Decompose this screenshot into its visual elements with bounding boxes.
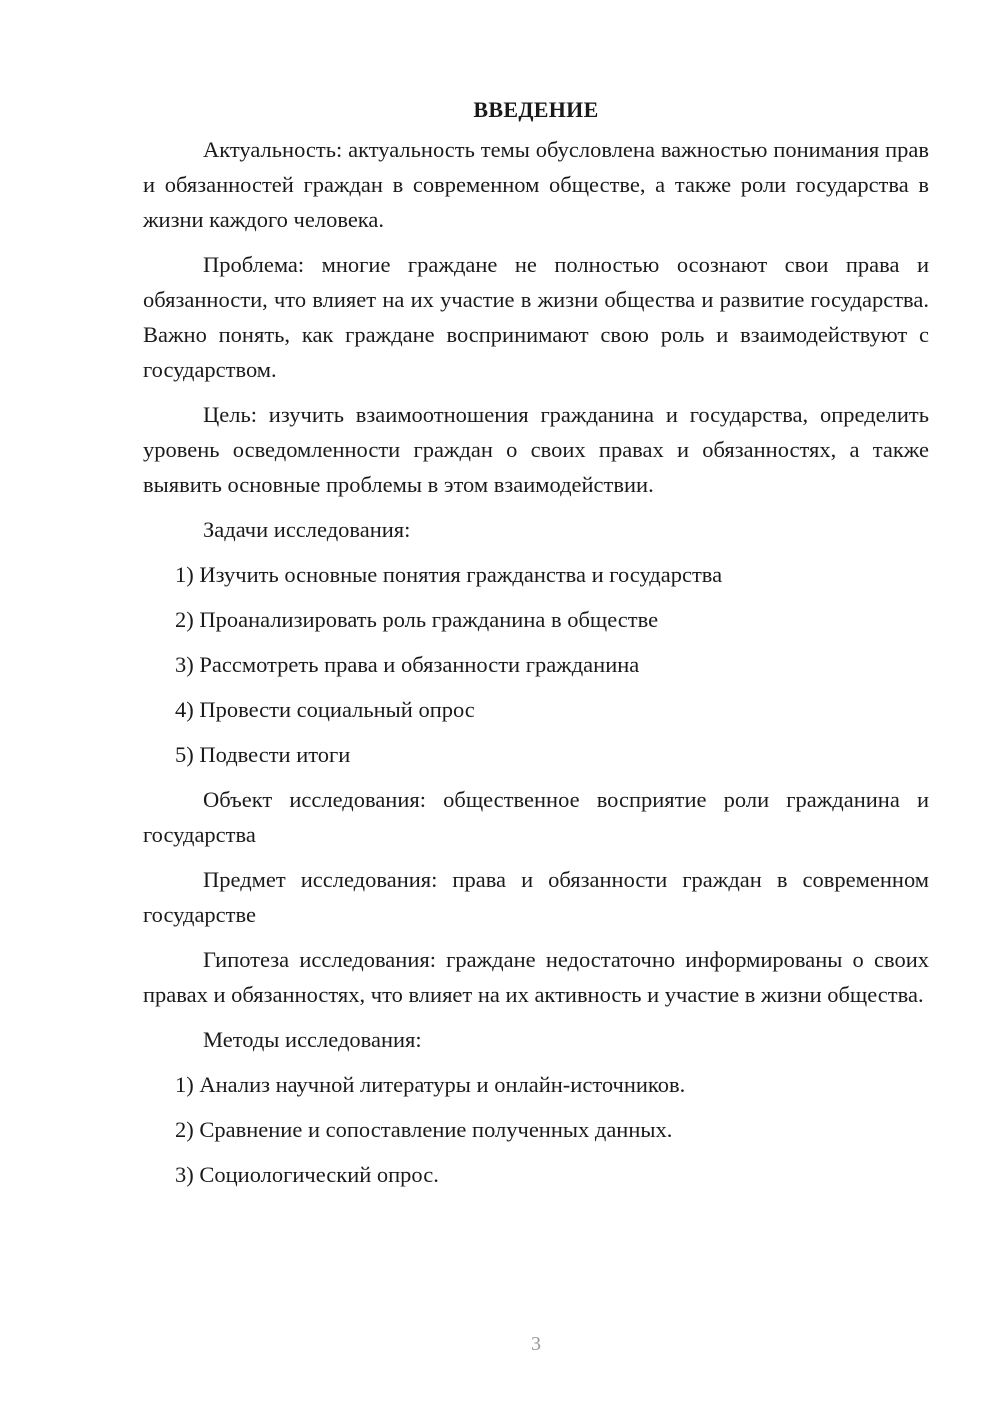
problem-paragraph: Проблема: многие граждане не полностью осознают свои права и обязанности, что влияет на их участие в жизни общества и развитие государства. Важно понять, как граждане воспринимают свою роль и взаимодействуют с государством. <box>143 252 929 382</box>
methods-list <box>143 1067 929 1192</box>
list-item: 2) Сравнение и сопоставление полученных данных. <box>175 1117 673 1142</box>
list-item: 4) Провести социальный опрос <box>175 697 475 722</box>
list-item: 1) Изучить основные понятия гражданства и государства <box>175 562 723 587</box>
tasks-list <box>143 557 929 772</box>
relevance-paragraph: Актуальность: актуальность темы обусловлена важностью понимания прав и обязанностей граждан в современном обществе, а также роли государства в жизни каждого человека. <box>143 137 929 232</box>
methods-title: Методы исследования: <box>203 1027 422 1052</box>
page-content <box>143 92 929 1202</box>
tasks-title: Задачи исследования: <box>203 517 411 542</box>
list-item: 2) Проанализировать роль гражданина в обществе <box>175 607 659 632</box>
list-item: 1) Анализ научной литературы и онлайн-источников. <box>175 1072 686 1097</box>
page-number: 3 <box>531 1333 541 1355</box>
list-item: 3) Социологический опрос. <box>175 1162 439 1187</box>
list-item: 5) Подвести итоги <box>175 742 351 767</box>
section-heading: ВВЕДЕНИЕ <box>473 97 599 122</box>
goal-paragraph: Цель: изучить взаимоотношения гражданина и государства, определить уровень осведомленности граждан о своих правах и обязанностях, а также выявить основные проблемы в этом взаимодействии. <box>143 402 929 497</box>
object-paragraph: Объект исследования: общественное восприятие роли гражданина и государства <box>143 787 929 847</box>
hypothesis-paragraph: Гипотеза исследования: граждане недостаточно информированы о своих правах и обязанностях, что влияет на их активность и участие в жизни общества. <box>143 947 929 1007</box>
subject-paragraph: Предмет исследования: права и обязанности граждан в современном государстве <box>143 867 929 927</box>
list-item: 3) Рассмотреть права и обязанности гражданина <box>175 652 640 677</box>
